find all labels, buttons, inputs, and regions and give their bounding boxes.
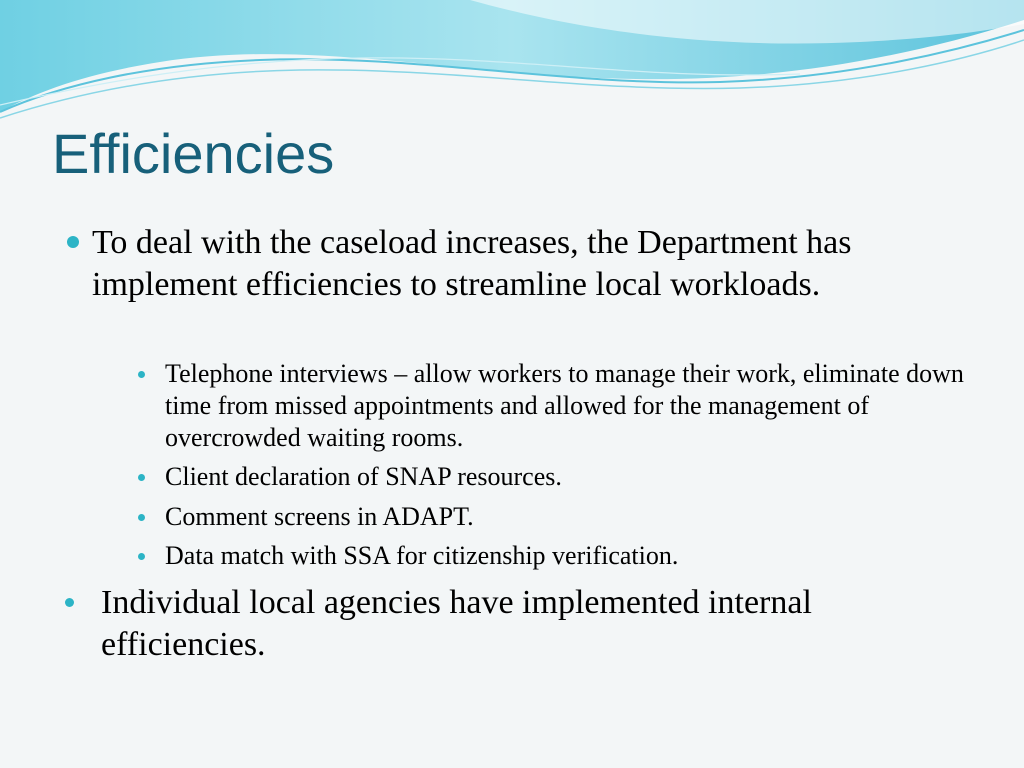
- bullet-dot-icon: [138, 371, 145, 378]
- bullet-dot-icon: [138, 514, 145, 521]
- sub-bullet-item: [165, 461, 965, 493]
- bullet-dot-icon: [67, 236, 79, 248]
- bullet-dot-icon: [65, 598, 74, 607]
- slide-title: Efficiencies: [52, 122, 335, 185]
- sub-bullet-item: [165, 540, 965, 572]
- bullet-text: To deal with the caseload increases, the Department has implement efficiencies to streamline local workloads.: [92, 224, 852, 303]
- sub-bullet-item: [165, 358, 965, 454]
- sub-bullet-item: [165, 501, 965, 533]
- bullet-item: [101, 582, 901, 666]
- sub-bullet-text: Data match with SSA for citizenship verification.: [165, 541, 679, 570]
- sub-bullet-text: Comment screens in ADAPT.: [165, 502, 474, 531]
- sub-bullet-text: Telephone interviews – allow workers to manage their work, eliminate down time from missed appointments and allowed for the management of overcrowded waiting rooms.: [165, 359, 964, 452]
- bullet-item: [92, 222, 852, 306]
- bullet-dot-icon: [138, 553, 145, 560]
- bullet-dot-icon: [138, 474, 145, 481]
- bullet-text: Individual local agencies have implemented internal efficiencies.: [101, 584, 812, 663]
- sub-bullet-text: Client declaration of SNAP resources.: [165, 462, 562, 491]
